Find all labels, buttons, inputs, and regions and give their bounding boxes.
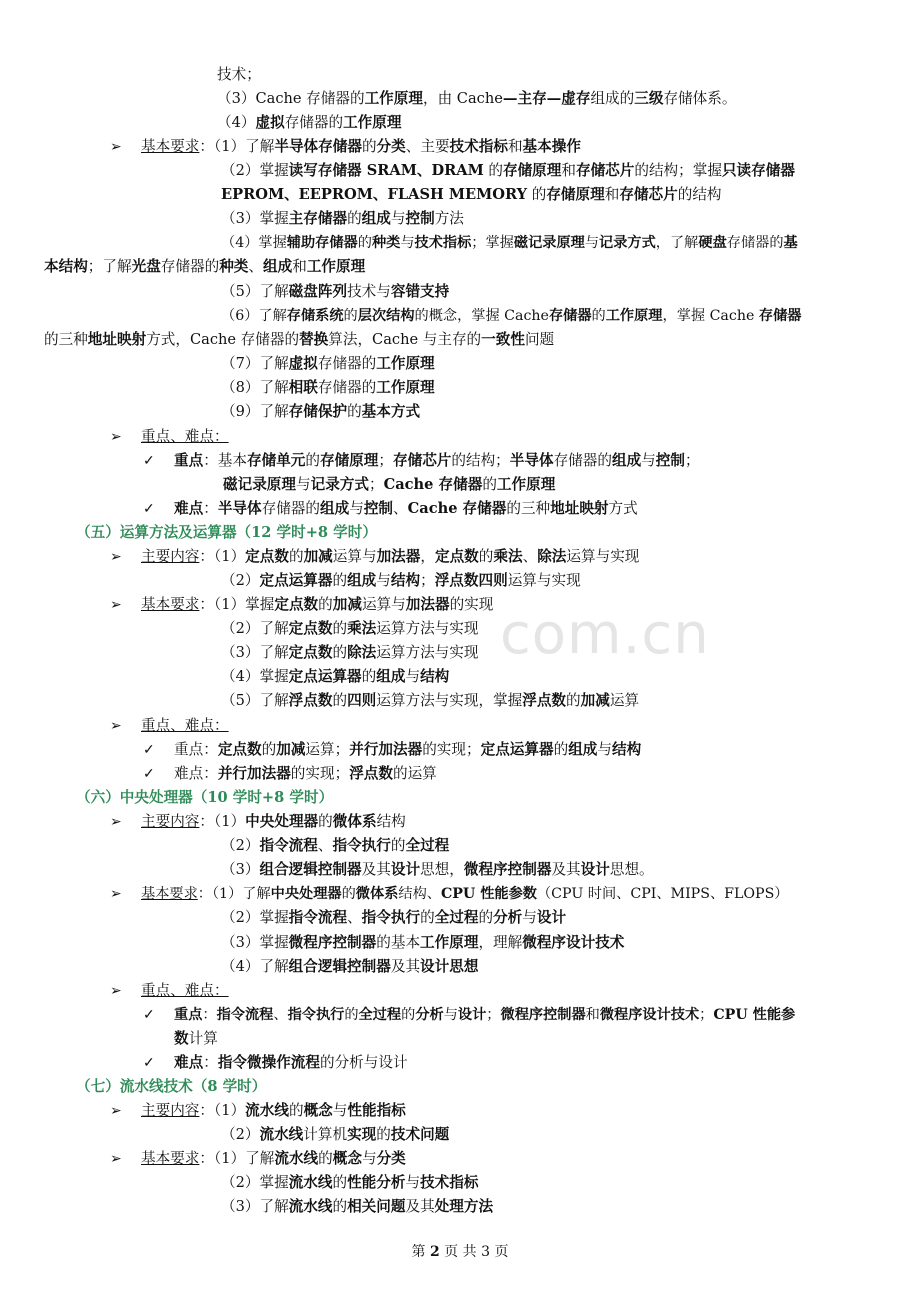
- arrow-bullet-icon: ➢: [110, 549, 122, 565]
- text-line: 基本要求：（1）了解半导体存储器的分类、主要技术指标和基本操作: [141, 138, 581, 155]
- text-line: （2）掌握指令流程、指令执行的全过程的分析与设计: [221, 909, 567, 926]
- arrow-bullet-icon: ➢: [110, 814, 122, 830]
- text-line: EPROM、EEPROM、FLASH MEMORY 的存储原理和存储芯片的结构: [221, 186, 722, 203]
- text-line: 重点：定点数的加减运算；并行加法器的实现；定点运算器的组成与结构: [174, 741, 642, 758]
- arrow-bullet-icon: ➢: [110, 429, 122, 445]
- text-line: （2）流水线计算机实现的技术问题: [221, 1126, 450, 1143]
- text-line: 技术；: [217, 66, 261, 83]
- text-line: 主要内容：（1）流水线的概念与性能指标: [141, 1102, 406, 1119]
- text-line: 本结构；了解光盘存储器的种类、组成和工作原理: [44, 258, 366, 275]
- text-line: （3）组合逻辑控制器及其设计思想，微程序控制器及其设计思想。: [221, 861, 654, 878]
- text-line: 难点：并行加法器的实现；浮点数的运算: [174, 765, 437, 782]
- page-footer: 第 2 页 共 3 页: [411, 1244, 509, 1260]
- text-line: （5）了解磁盘阵列技术与容错支持: [221, 283, 450, 300]
- text-line: （2）指令流程、指令执行的全过程: [221, 837, 450, 854]
- text-line: 的三种地址映射方式，Cache 存储器的替换算法，Cache 与主存的一致性问题: [44, 331, 555, 348]
- text-line: （2）掌握读写存储器 SRAM、DRAM 的存储原理和存储芯片的结构；掌握只读存储器: [221, 162, 795, 179]
- arrow-bullet-icon: ➢: [110, 718, 122, 734]
- arrow-bullet-icon: ➢: [110, 886, 122, 902]
- text-line: （4）虚拟存储器的工作原理: [217, 114, 402, 131]
- text-line: 数计算: [174, 1030, 218, 1047]
- text-line: （5）了解浮点数的四则运算方法与实现，掌握浮点数的加减运算: [221, 692, 640, 709]
- arrow-bullet-icon: ➢: [110, 1103, 122, 1119]
- text-line: （3）掌握微程序控制器的基本工作原理，理解微程序设计技术: [221, 934, 625, 951]
- arrow-bullet-icon: ➢: [110, 983, 122, 999]
- text-line: 难点：半导体存储器的组成与控制、Cache 存储器的三种地址映射方式: [174, 500, 638, 517]
- check-bullet-icon: ✓: [143, 766, 155, 782]
- text-line: 基本要求：（1）了解流水线的概念与分类: [141, 1150, 406, 1167]
- watermark: com.cn: [500, 602, 710, 667]
- text-line: （2）掌握流水线的性能分析与技术指标: [221, 1174, 479, 1191]
- arrow-bullet-icon: ➢: [110, 597, 122, 613]
- text-line: 基本要求：（1）掌握定点数的加减运算与加法器的实现: [141, 596, 494, 613]
- text-line: （9）了解存储保护的基本方式: [221, 403, 421, 420]
- text-line: （4）掌握辅助存储器的种类与技术指标；掌握磁记录原理与记录方式，了解硬盘存储器的基: [221, 235, 798, 251]
- arrow-bullet-icon: ➢: [110, 139, 122, 155]
- text-line: 难点：指令微操作流程的分析与设计: [174, 1054, 408, 1071]
- text-line: （3）掌握主存储器的组成与控制方法: [221, 210, 464, 227]
- text-line: 重点、难点：: [141, 982, 229, 999]
- check-bullet-icon: ✓: [143, 1007, 155, 1023]
- text-line: 主要内容：（1）定点数的加减运算与加法器，定点数的乘法、除法运算与实现: [141, 548, 640, 565]
- text-line: （2）了解定点数的乘法运算方法与实现: [221, 620, 479, 637]
- section-title: （七）流水线技术（8 学时）: [76, 1078, 267, 1095]
- text-line: （2）定点运算器的组成与结构；浮点数四则运算与实现: [221, 572, 581, 589]
- text-line: （6）了解存储系统的层次结构的概念，掌握 Cache存储器的工作原理，掌握 Cache 存储器: [221, 308, 802, 324]
- text-line: 重点、难点：: [141, 717, 229, 734]
- text-line: （7）了解虚拟存储器的工作原理: [221, 355, 435, 372]
- text-line: 重点：基本存储单元的存储原理；存储芯片的结构；半导体存储器的组成与控制；: [174, 452, 700, 469]
- text-line: 磁记录原理与记录方式；Cache 存储器的工作原理: [223, 476, 556, 493]
- text-line: 主要内容：（1）中央处理器的微体系结构: [141, 813, 406, 830]
- text-line: （8）了解相联存储器的工作原理: [221, 379, 435, 396]
- check-bullet-icon: ✓: [143, 742, 155, 758]
- section-title: （六）中央处理器（10 学时+8 学时）: [76, 789, 334, 806]
- text-line: 重点：指令流程、指令执行的全过程的分析与设计；微程序控制器和微程序设计技术；CPU 性能参: [174, 1007, 796, 1023]
- text-line: （3）Cache 存储器的工作原理，由 Cache—主存—虚存组成的三级存储体系。: [217, 90, 737, 107]
- check-bullet-icon: ✓: [143, 453, 155, 469]
- text-line: （3）了解定点数的除法运算方法与实现: [221, 644, 479, 661]
- text-line: 重点、难点：: [141, 428, 229, 445]
- text-line: 基本要求：（1）了解中央处理器的微体系结构、CPU 性能参数（CPU 时间、CPI、MIPS、FLOPS）: [141, 886, 789, 902]
- text-line: （4）掌握定点运算器的组成与结构: [221, 668, 450, 685]
- check-bullet-icon: ✓: [143, 1055, 155, 1071]
- arrow-bullet-icon: ➢: [110, 1151, 122, 1167]
- text-line: （3）了解流水线的相关问题及其处理方法: [221, 1198, 494, 1215]
- text-line: （4）了解组合逻辑控制器及其设计思想: [221, 958, 479, 975]
- check-bullet-icon: ✓: [143, 501, 155, 517]
- section-title: （五）运算方法及运算器（12 学时+8 学时）: [76, 524, 377, 541]
